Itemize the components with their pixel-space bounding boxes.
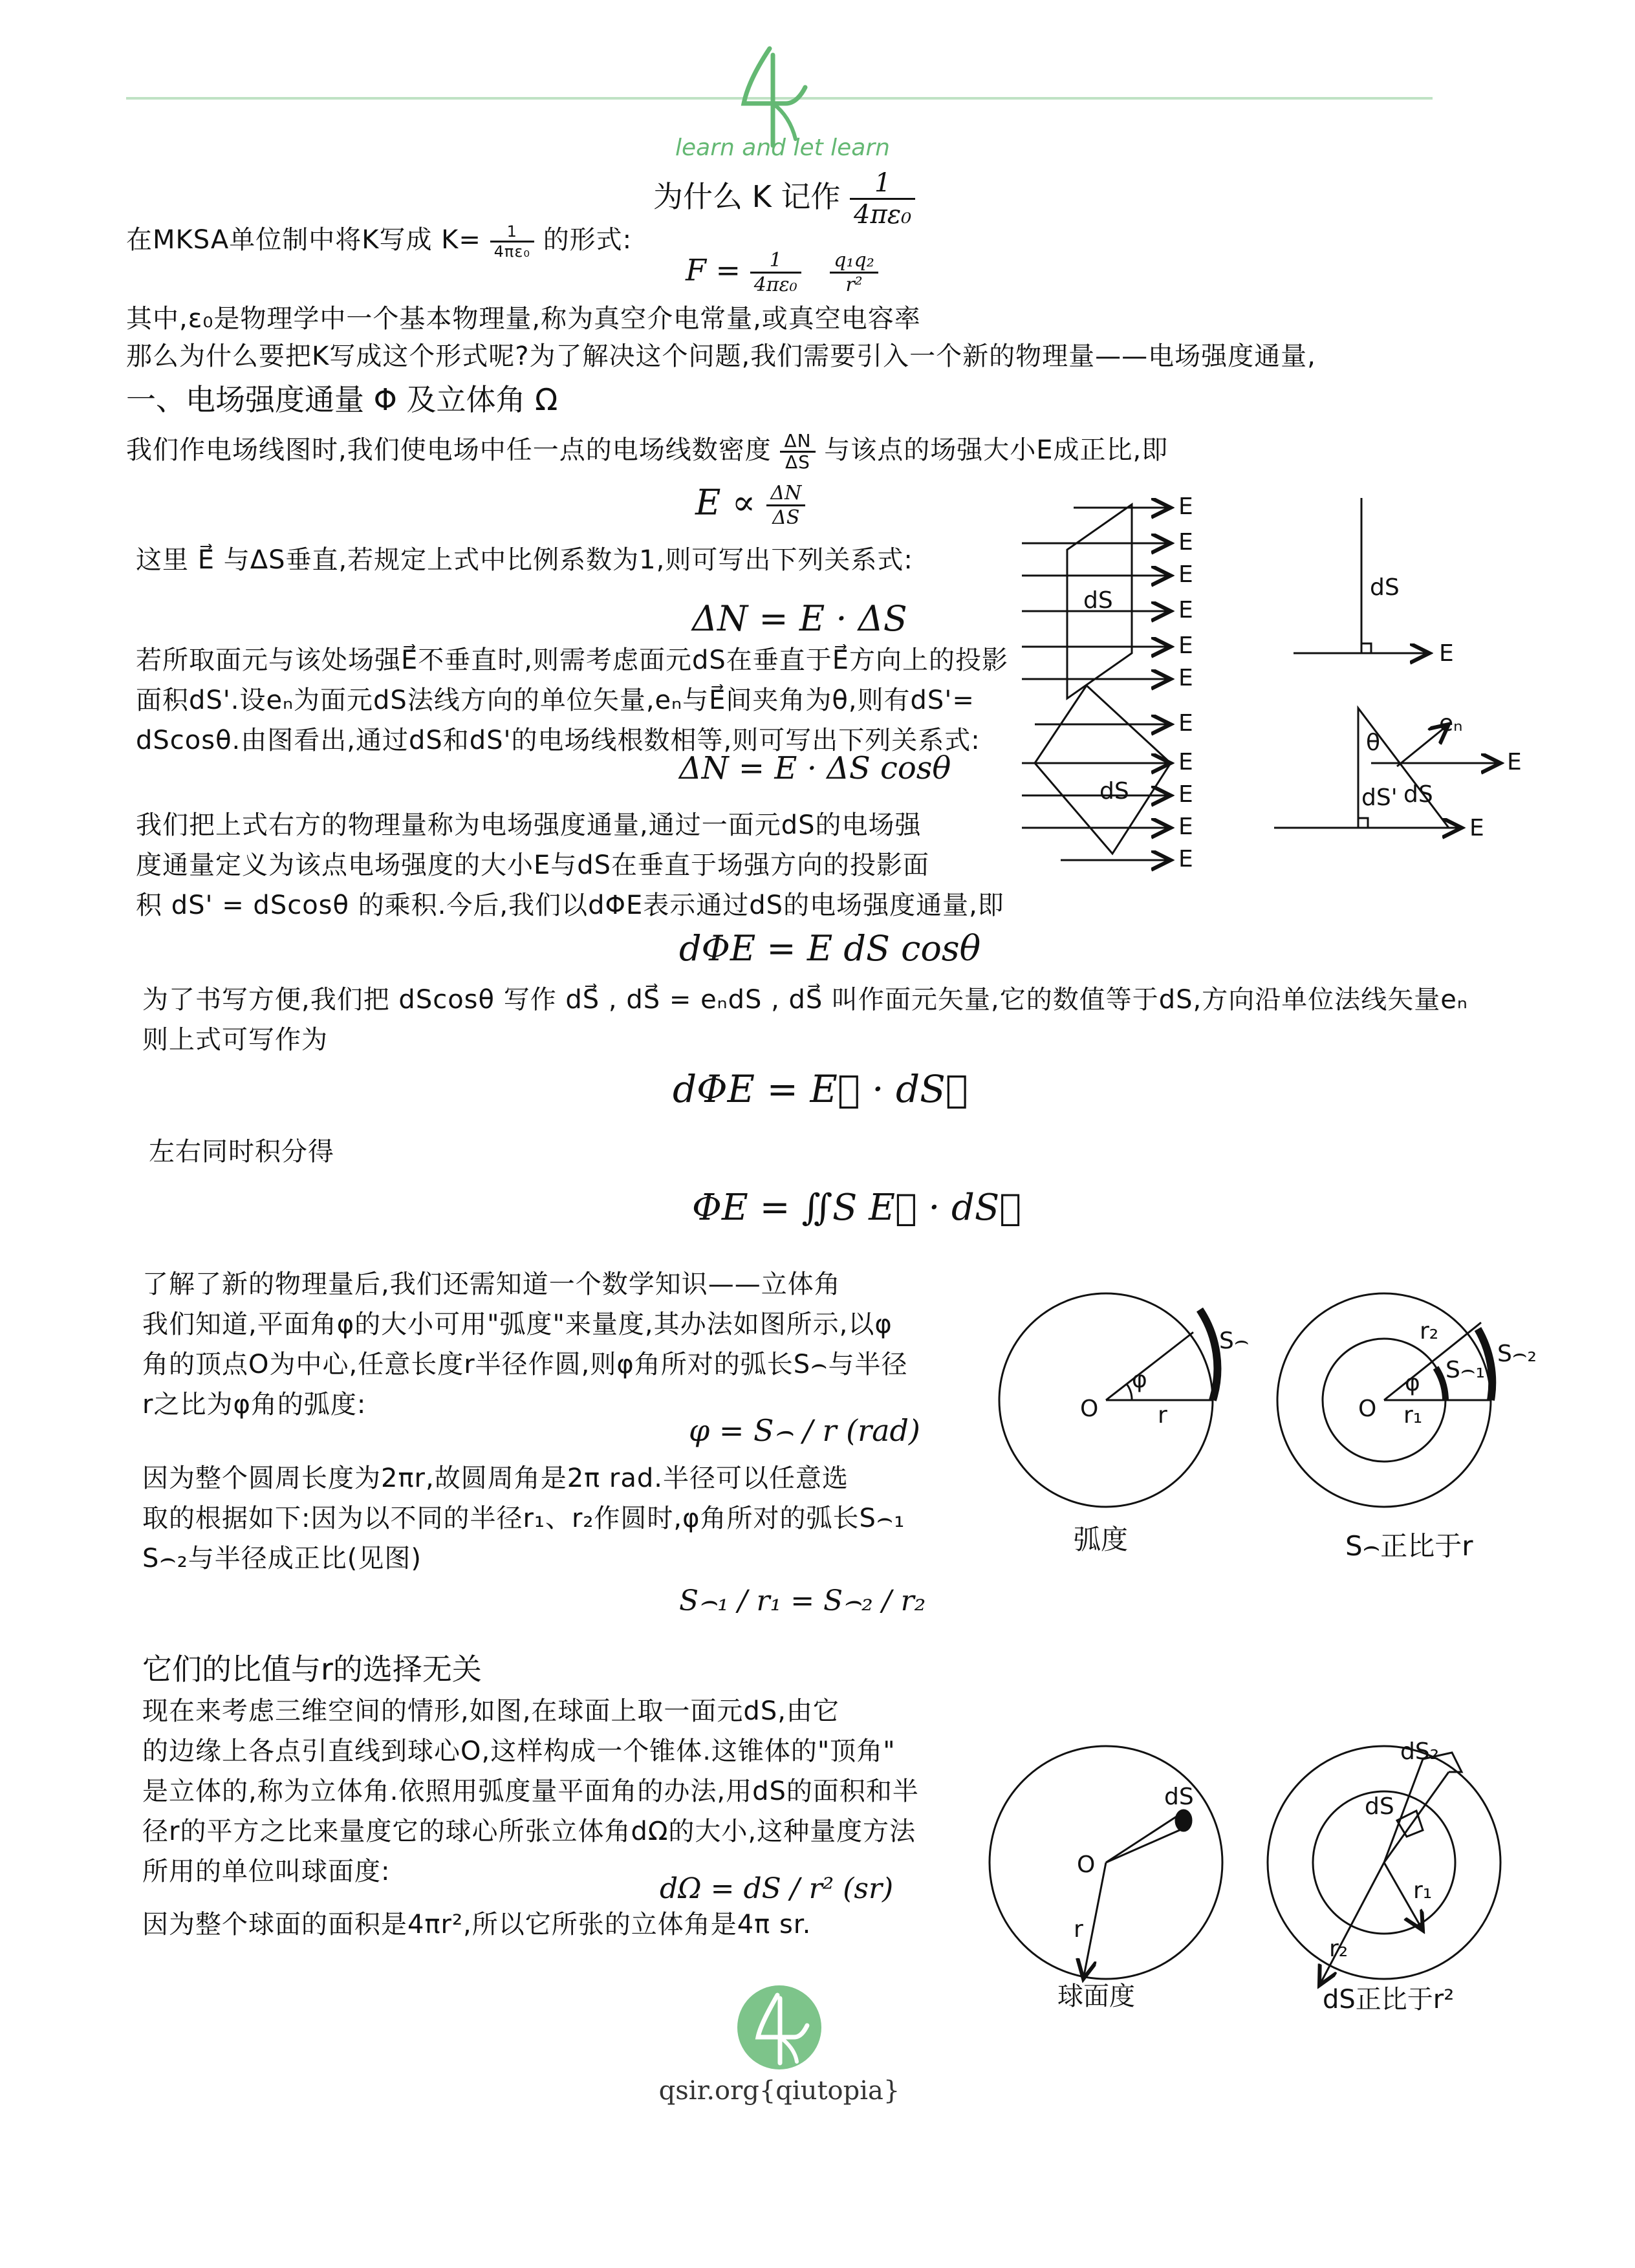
coulomb-num2: q₁q₂ [830,249,878,274]
s-label: S⌢ [1219,1328,1250,1354]
r-label: r [1074,1916,1083,1943]
intro-line3: 那么为什么要把K写成这个形式呢?为了解决这个问题,我们需要引入一个新的物理量——电场强度通量, [126,341,1316,371]
para-projection [136,640,1041,761]
intro-k-fraction [490,222,534,261]
intro-k-den: 4πε₀ [493,242,530,261]
caption-ds: dS正比于r² [1323,1985,1455,2014]
para-steradian-line: 现在来考虑三维空间的情形,如图,在球面上取一面元dS,由它 [142,1696,839,1726]
coulomb-frac1 [750,249,801,296]
field-label: E [1178,710,1193,737]
eq-dphi-vector: dΦE = E⃗ · dS⃗ [673,1067,968,1111]
field-label: E [1178,665,1193,691]
field-label: E [1178,529,1193,556]
intro-k-num: 1 [490,222,534,243]
para-steradian-line: 的边缘上各点引直线到球心O,这样构成一个锥体.这锥体的"顶角" [142,1736,896,1766]
dsp-label: dS' [1361,784,1398,811]
phi-label: φ [1132,1366,1147,1393]
para-arc-ratio [142,1458,983,1579]
caption-radian: 弧度 [1074,1524,1129,1555]
coulomb-den1: 4πε₀ [753,274,797,296]
para-vector-line: 为了书写方便,我们把 dScosθ 写作 dS⃗ , dS⃗ = eₙdS , dS⃗ 叫作面元矢量,它的数值等于dS,方向沿单位法线矢量eₙ [142,985,1468,1015]
para-projection-line: dScosθ.由图看出,通过dS和dS'的电场线根数相等,则可写出下列关系式: [136,726,980,755]
eq-domega: dΩ = dS / r² (sr) [660,1872,894,1905]
leaf-logo-icon [724,42,821,149]
ds-label: dS [1403,781,1433,808]
field-label: E [1469,815,1484,841]
eq-proportional-num: ΔN [766,482,805,506]
ds-label: dS [1164,1784,1194,1810]
para-density-a: 我们作电场线图时,我们使电场中任一点的电场线数密度 [126,435,772,465]
intro-line1-a: 在MKSA单位制中将K写成 K= [126,225,481,255]
o-label: O [1077,1852,1096,1878]
eq-proportional-lhs: E ∝ [695,482,756,523]
para-arc-ratio-line: 因为整个圆周长度为2πr,故圆周角是2π rad.半径可以任意选 [142,1463,849,1493]
s1-label: S⌢₁ [1446,1357,1485,1383]
para-full-sphere: 因为整个球面的面积是4πr²,所以它所张的立体角是4π sr. [142,1910,812,1939]
field-label: E [1178,846,1193,872]
s2-label: S⌢₂ [1497,1341,1537,1367]
r-label: r [1158,1402,1167,1429]
page-title [653,168,915,230]
field-label: E [1178,814,1193,840]
o-label: O [1358,1396,1377,1422]
density-num: ΔN [780,431,815,453]
leaf-logo-icon [737,1985,821,2069]
para-radian [142,1264,983,1425]
intro-line2: 其中,ε₀是物理学中一个基本物理量,称为真空介电常量,或真空电容率 [126,304,921,334]
field-label: E [1178,597,1193,623]
r1-label: r₁ [1413,1877,1433,1904]
density-fraction [780,431,815,472]
caption-steradian: 球面度 [1057,1982,1135,2011]
density-den: ΔS [785,451,810,473]
para-radian-line: 角的顶点O为中心,任意长度r半径作圆,则φ角所对的弧长S⌢与半径 [142,1350,908,1379]
para-steradian [142,1691,983,1892]
para-steradian-line: 所用的单位叫球面度: [142,1857,391,1886]
section-heading: 一、电场强度通量 Φ 及立体角 Ω [126,382,558,417]
ds-label: dS [1083,587,1113,614]
eq-dphi: dΦE = E dS cosθ [679,928,981,969]
coulomb-frac2 [830,249,878,296]
para-steradian-line: 径r的平方之比来量度它的球心所张立体角dΩ的大小,这种量度方法 [142,1817,916,1846]
field-label: E [1507,749,1522,775]
ds-label: dS [1365,1793,1394,1820]
para-projection-line: 若所取面元与该处场强E⃗不垂直时,则需考虑面元dS在垂直于E⃗方向上的投影 [136,645,1009,675]
ds-label: dS [1099,778,1129,805]
para-flux-def-line: 度通量定义为该点电场强度的大小E与dS在垂直于场强方向的投影面 [136,850,930,880]
en-label: eₙ [1439,710,1463,737]
caption-arc: S⌢正比于r [1345,1530,1473,1562]
eq-delta-n: ΔN = E · ΔS [692,598,907,639]
tagline: learn and let learn [675,135,890,161]
para-radian-line: 了解了新的物理量后,我们还需知道一个数学知识——立体角 [142,1269,841,1299]
para-steradian-line: 是立体的,称为立体角.依照用弧度量平面角的办法,用dS的面积和半 [142,1777,919,1806]
field-label: E [1178,632,1193,659]
r1-label: r₁ [1403,1402,1423,1429]
para-flux-def [136,805,1041,925]
eq-delta-n-cos: ΔN = E · ΔS cosθ [679,750,951,786]
footer-logo [737,1985,821,2069]
field-label: E [1439,640,1454,667]
para-projection-line: 面积dS'.设eₙ为面元dS法线方向的单位矢量,eₙ与E⃗间夹角为θ,则有dS'= [136,686,975,715]
phi-label: φ [1405,1370,1420,1396]
page-title-num: 1 [850,168,915,200]
theta-label: θ [1366,729,1381,756]
para-arc-ratio-line: 取的根据如下:因为以不同的半径r₁、r₂作圆时,φ角所对的弧长S⌢₁ [142,1504,905,1533]
para-density [126,430,1168,472]
eq-arc-ratio: S⌢₁ / r₁ = S⌢₂ / r₂ [679,1584,926,1617]
eq-phi-rad: φ = S⌢ / r (rad) [689,1413,920,1448]
field-label: E [1178,781,1193,808]
field-label: E [1178,561,1193,588]
para-vector [142,980,1500,1060]
para-vector-line: 则上式可写作为 [142,1025,328,1055]
para-density-b: 与该点的场强大小E成正比,即 [824,435,1169,465]
para-integrate: 左右同时积分得 [149,1137,334,1167]
eq-proportional [695,482,805,529]
coulomb-law [686,249,878,296]
o-label: O [1080,1396,1099,1422]
eq-proportional-fraction [766,482,805,529]
para-independent: 它们的比值与r的选择无关 [142,1652,482,1687]
r2-label: r₂ [1329,1936,1348,1962]
ds-label: dS [1370,574,1400,601]
coulomb-num1: 1 [750,249,801,274]
footer-site: qsir.org{qiutopia} [658,2076,900,2106]
page-title-den: 4πε₀ [854,200,912,230]
para-perpendicular: 这里 E⃗ 与ΔS垂直,若规定上式中比例系数为1,则可写出下列关系式: [136,545,913,575]
eq-phi-integral: ΦE = ∬S E⃗ · dS⃗ [692,1187,1021,1229]
steradian-diagram [970,1733,1578,2018]
coulomb-den2: r² [845,274,863,296]
page-title-text: 为什么 K 记作 [653,179,841,214]
para-radian-line: r之比为φ角的弧度: [142,1390,367,1420]
radian-diagram [983,1284,1578,1581]
para-flux-def-line: 我们把上式右方的物理量称为电场强度通量,通过一面元dS的电场强 [136,810,922,840]
flux-diagram [1009,479,1578,880]
field-label: E [1178,493,1193,520]
coulomb-lhs: F = [686,252,741,288]
para-flux-def-line: 积 dS' = dScosθ 的乘积.今后,我们以dΦE表示通过dS的电场强度通量,即 [136,891,1004,920]
r2-label: r₂ [1420,1318,1439,1345]
para-arc-ratio-line: S⌢₂与半径成正比(见图) [142,1544,422,1573]
ds2-label: dS₂ [1400,1738,1440,1765]
intro-line1-b: 的形式: [543,225,633,255]
eq-proportional-den: ΔS [772,506,800,529]
field-label: E [1178,749,1193,775]
intro-line1 [126,220,632,261]
para-radian-line: 我们知道,平面角φ的大小可用"弧度"来量度,其办法如图所示,以φ [142,1310,893,1339]
page-title-fraction [850,168,915,230]
